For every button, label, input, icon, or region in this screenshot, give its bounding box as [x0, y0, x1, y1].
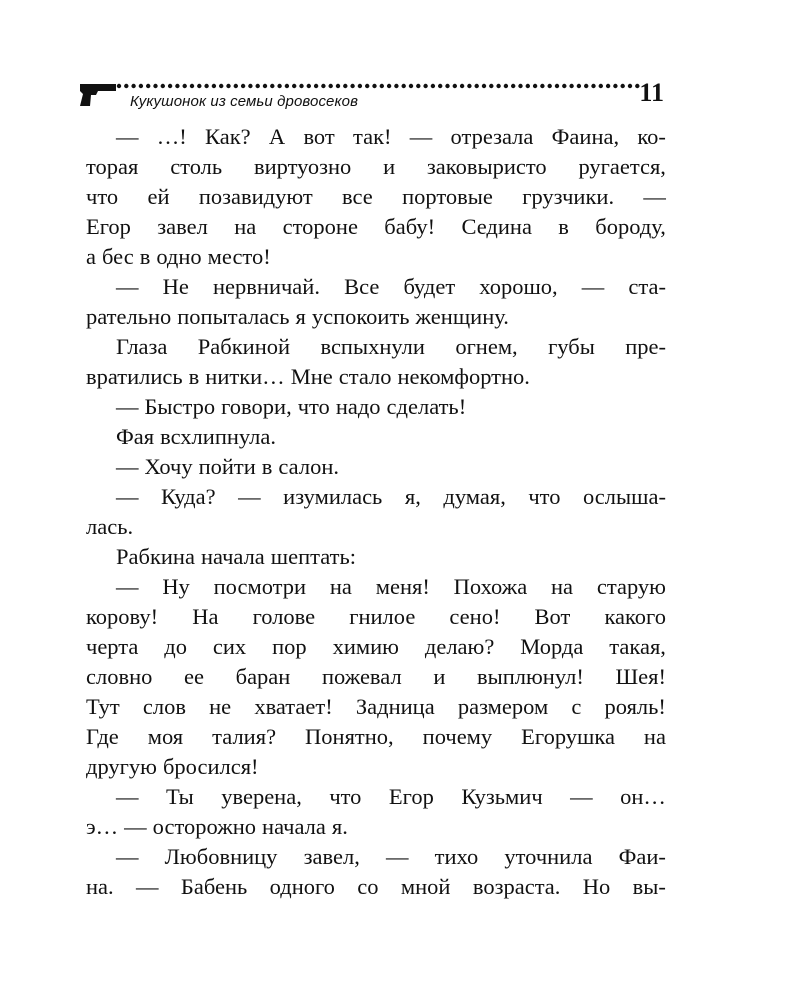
text-line: торая столь виртуозно и заковыристо ругается,: [86, 154, 666, 179]
dotted-rule: [116, 82, 642, 90]
text-line: словно ее баран пожевал и выплюнул! Шея!: [86, 664, 666, 689]
text-line: — …! Как? А вот так! — отрезала Фаина, ко-: [116, 124, 666, 149]
text-line: — Ну посмотри на меня! Похожа на старую: [116, 574, 666, 599]
text-line: корову! На голове гнилое сено! Вот какого: [86, 604, 666, 629]
text-line: Рабкина начала шептать:: [116, 544, 357, 569]
running-title: Кукушонок из семьи дровосеков: [130, 93, 359, 110]
text-line: — Быстро говори, что надо сделать!: [116, 394, 467, 419]
text-line: Егор завел на стороне бабу! Седина в бороду,: [86, 214, 666, 239]
text-line: Глаза Рабкиной вспыхнули огнем, губы пре-: [116, 334, 666, 359]
text-line: вратились в нитки… Мне стало некомфортно.: [86, 364, 530, 389]
text-line: Где моя талия? Понятно, почему Егорушка на: [86, 724, 666, 749]
text-line: на. — Бабень одного со мной возраста. Но вы-: [86, 874, 666, 899]
text-line: — Любовницу завел, — тихо уточнила Фаи-: [116, 844, 666, 869]
text-line: черта до сих пор химию делаю? Морда такая,: [86, 634, 666, 659]
text-line: Фая всхлипнула.: [116, 424, 277, 449]
page-number: 11: [639, 78, 664, 107]
text-line: рательно попыталась я успокоить женщину.: [86, 304, 509, 329]
text-line: — Хочу пойти в салон.: [116, 454, 340, 479]
text-line: а бес в одно место!: [86, 244, 271, 269]
text-line: — Ты уверена, что Егор Кузьмич — он…: [116, 784, 666, 809]
body-text: [86, 122, 666, 902]
text-line: что ей позавидуют все портовые грузчики. —: [86, 184, 666, 209]
text-line: лась.: [86, 514, 134, 539]
pistol-icon: [78, 82, 118, 108]
text-line: — Не нервничай. Все будет хорошо, — ста-: [116, 274, 666, 299]
text-line: другую бросился!: [86, 754, 259, 779]
page-header: [78, 72, 670, 122]
text-line: э… — осторожно начала я.: [86, 814, 348, 839]
text-line: Тут слов не хватает! Задница размером с рояль!: [86, 694, 666, 719]
text-line: — Куда? — изумилась я, думая, что ослыша-: [116, 484, 666, 509]
